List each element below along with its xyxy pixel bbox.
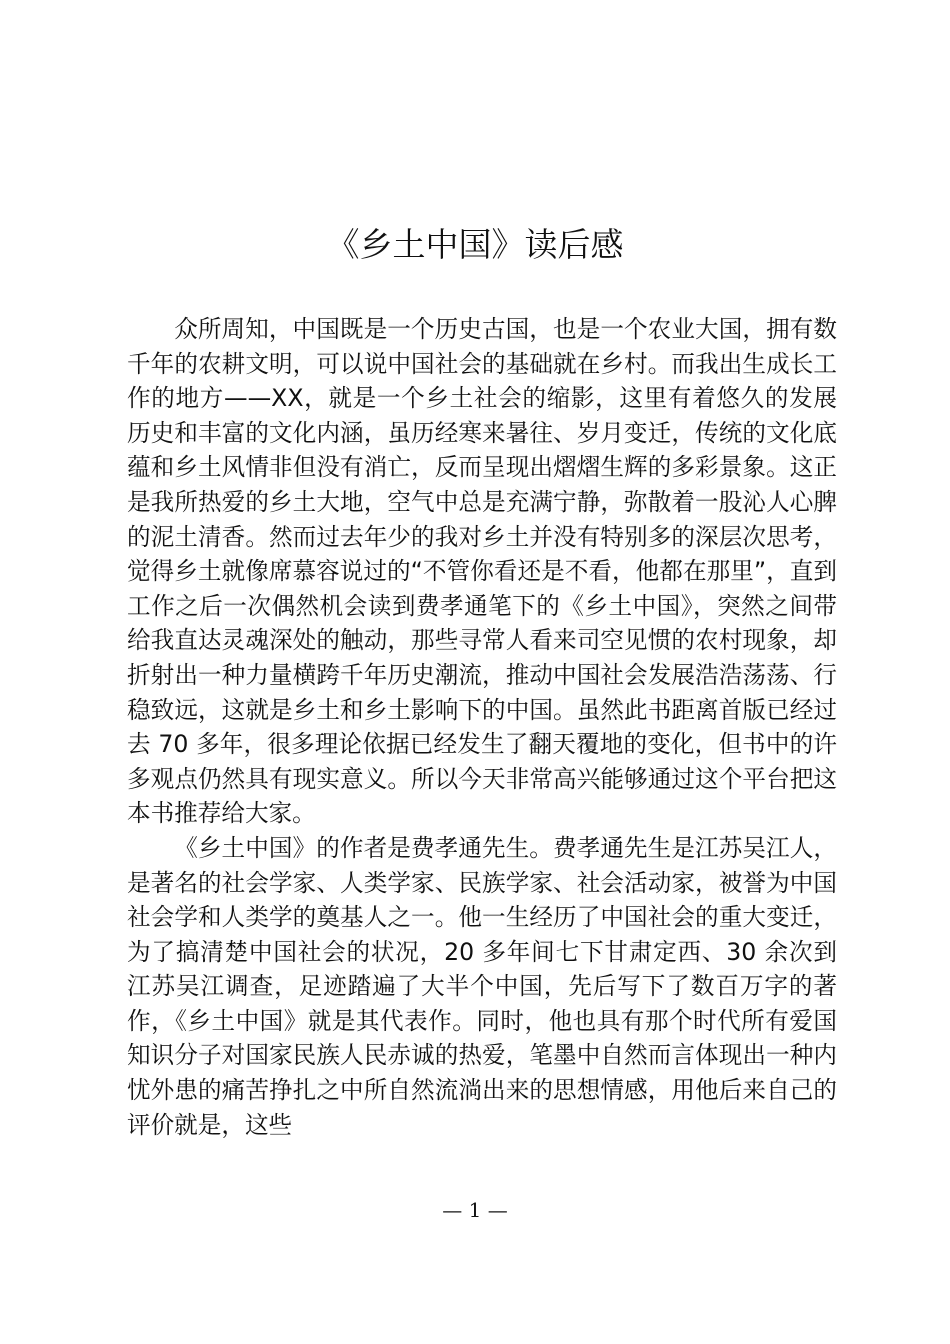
document-title: 《乡土中国》读后感 (326, 225, 624, 264)
paragraph: 《乡土中国》的作者是费孝通先生。费孝通先生是江苏吴江人，是著名的社会学家、人类学家、民族学家、社会活动家，被誉为中国社会学和人类学的奠基人之一。他一生经历了中国社会的重大变迁，为了搞清楚中国社会的状况，20 多年间七下甘肃定西、30 余次到江苏吴江调查，足迹踏遍了大半个中国，先后写下了数百万字的著作，《乡土中国》就是其代表作。同时，他也具有那个时代所有爱国知识分子对国家民族人民赤诚的热爱，笔墨中自然而言体现出一种内忧外患的痛苦挣扎之中所自然流淌出来的思想情感，用他后来自己的评价就是，这些 (127, 833, 837, 1139)
document-body (127, 312, 837, 1142)
page-number: — 1 — (442, 1198, 508, 1222)
paragraph: 众所周知，中国既是一个历史古国，也是一个农业大国，拥有数千年的农耕文明，可以说中国社会的基础就在乡村。而我出生成长工作的地方——XX，就是一个乡土社会的缩影，这里有着悠久的发展历史和丰富的文化内涵，虽历经寒来暑往、岁月变迁，传统的文化底蕴和乡土风情非但没有消亡，反而呈现出熠熠生辉的多彩景象。这正是我所热爱的乡土大地，空气中总是充满宁静，弥散着一股沁人心脾的泥土清香。然而过去年少的我对乡土并没有特别多的深层次思考，觉得乡土就像席慕容说过的“不管你看还是不看，他都在那里”，直到工作之后一次偶然机会读到费孝通笔下的《乡土中国》，突然之间带给我直达灵魂深处的触动，那些寻常人看来司空见惯的农村现象，却折射出一种力量横跨千年历史潮流，推动中国社会发展浩浩荡荡、行稳致远，这就是乡土和乡土影响下的中国。虽然此书距离首版已经过去 70 多年，很多理论依据已经发生了翻天覆地的变化，但书中的许多观点仍然具有现实意义。所以今天非常高兴能够通过这个平台把这本书推荐给大家。 (127, 315, 837, 828)
